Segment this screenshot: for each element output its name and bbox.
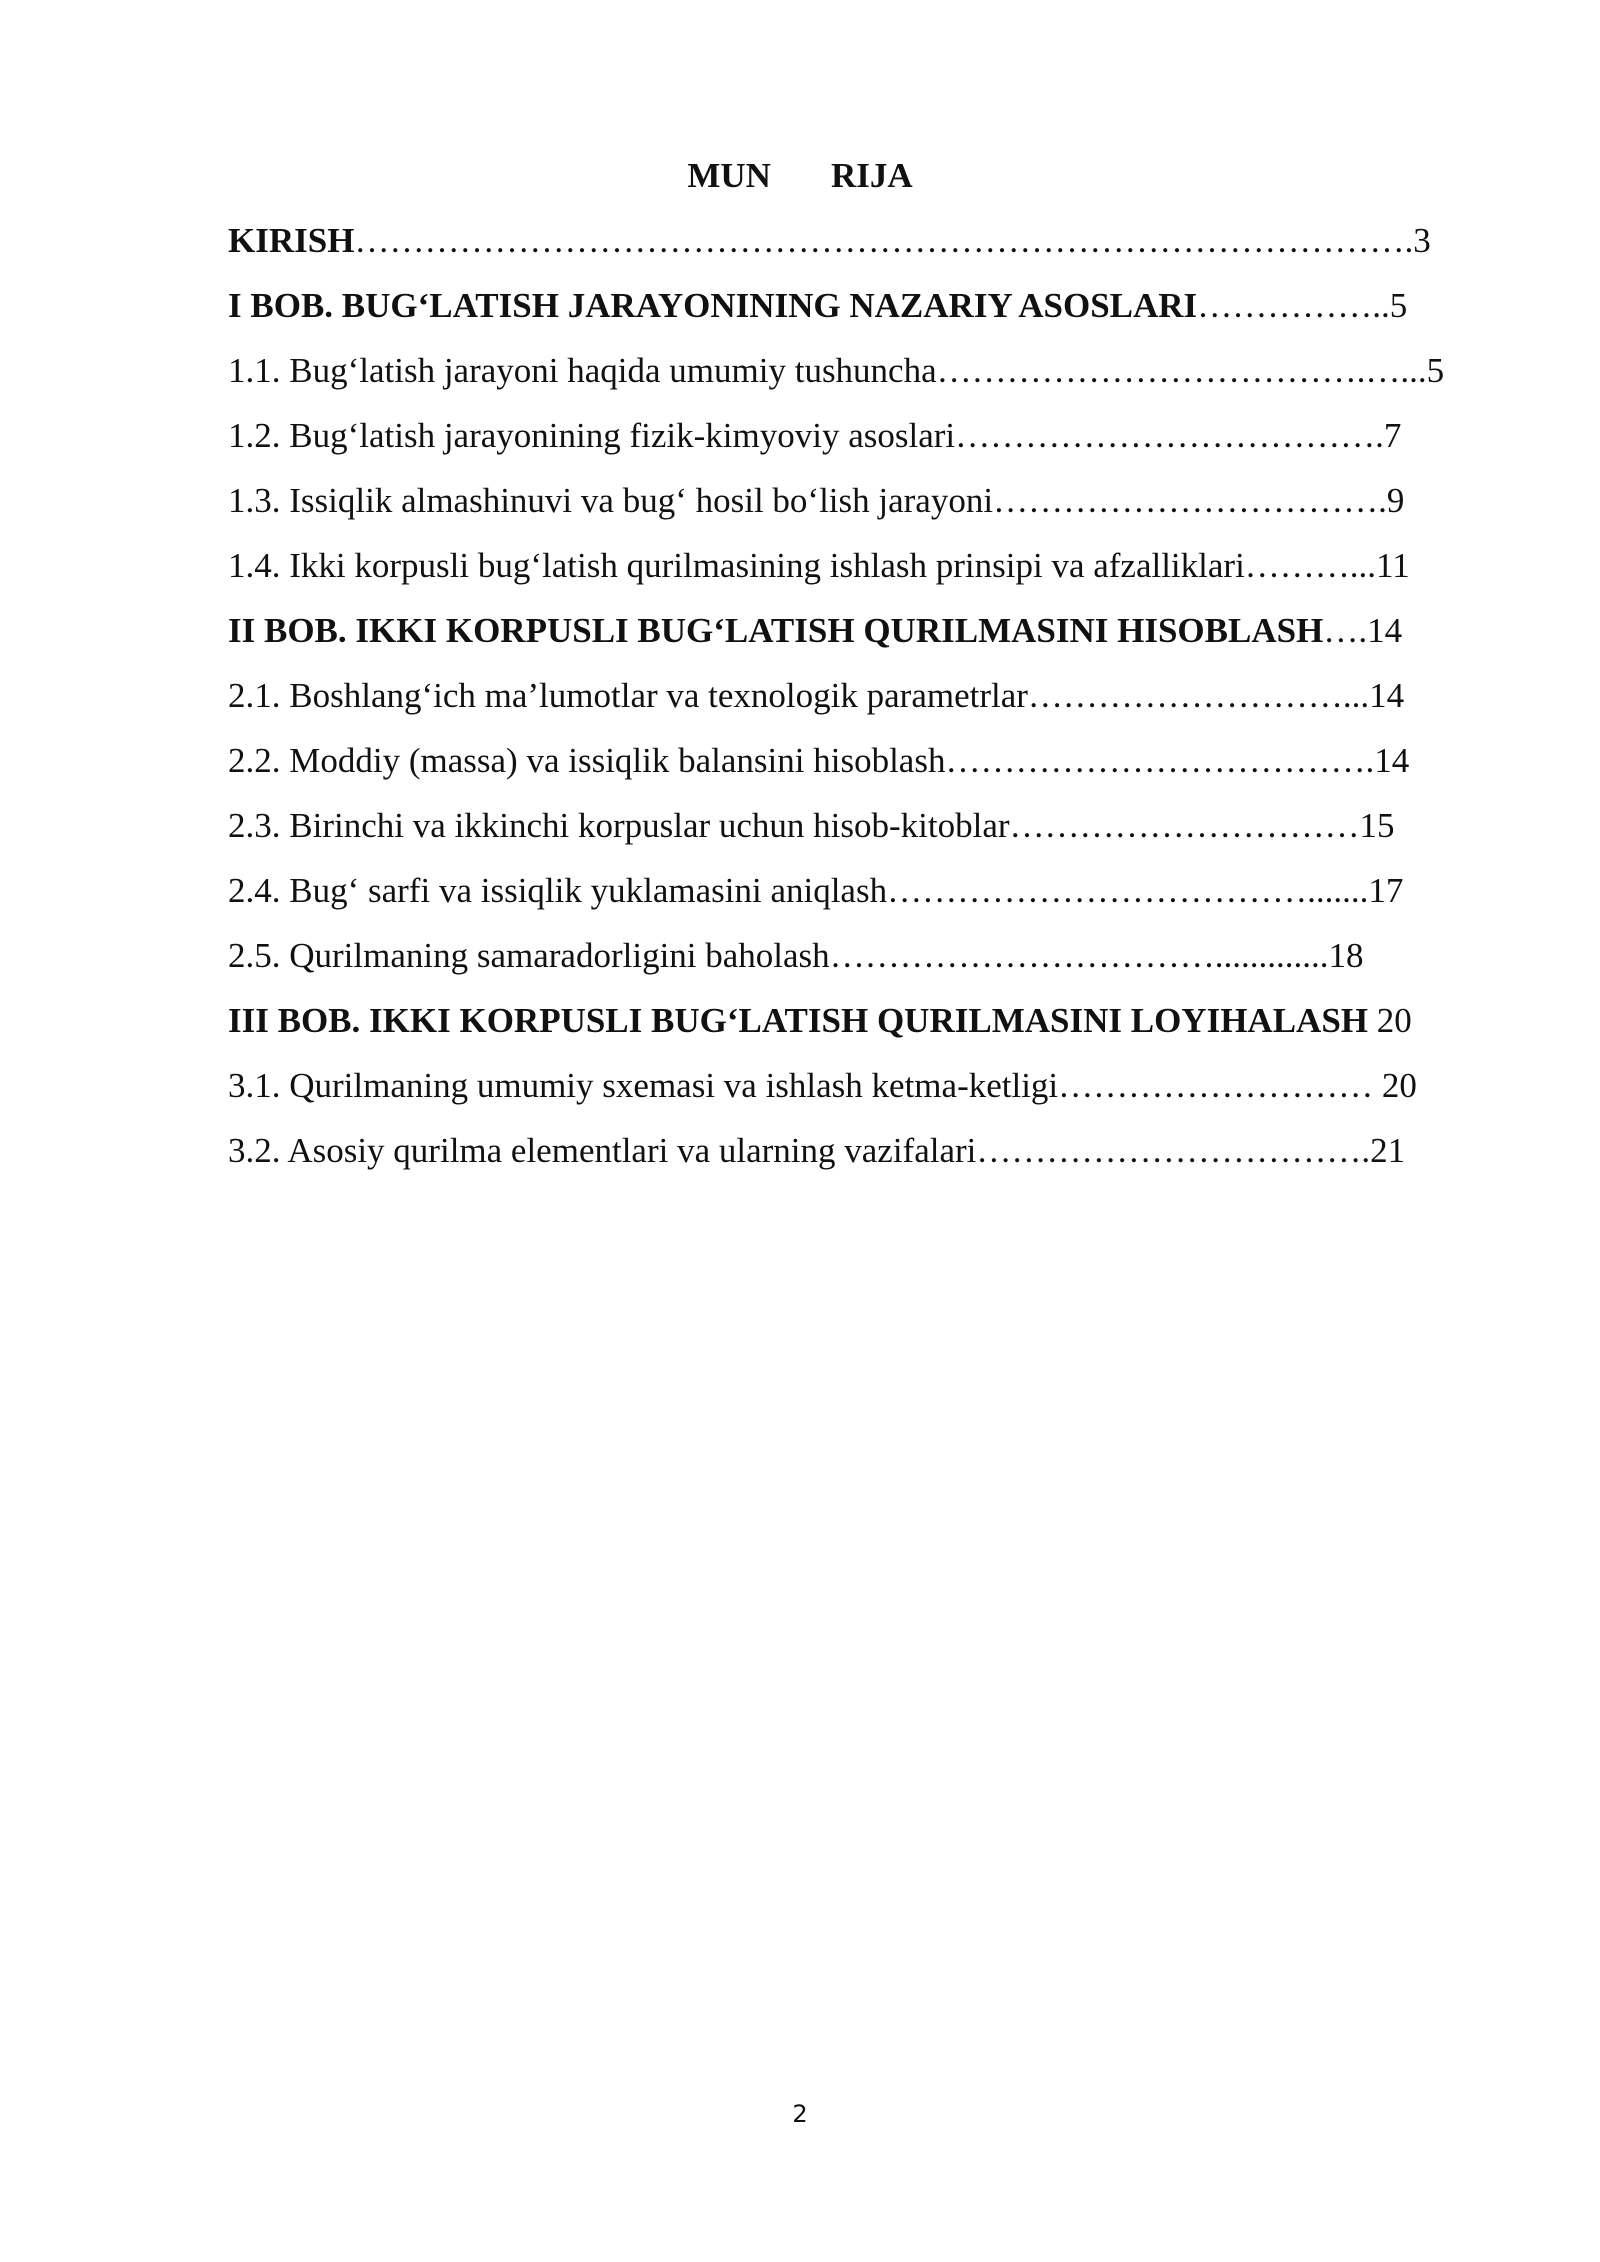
toc-entry-heading: KIRISH — [228, 221, 355, 260]
toc-entry-2-3[interactable] — [228, 793, 1486, 858]
toc-entry-heading: 1.4. Ikki korpusli bug‘latish qurilmasining ishlash prinsipi va afzalliklari — [228, 546, 1245, 585]
toc-entry-2-2[interactable] — [228, 728, 1486, 793]
toc-entry-leader-page: ….14 — [1323, 611, 1403, 650]
toc-entry-kirish[interactable] — [228, 208, 1486, 273]
toc-entry-heading: 2.2. Moddiy (massa) va issiqlik balansini hisoblash — [228, 741, 946, 780]
toc-entry-leader-page: ……………………………….......17 — [887, 871, 1404, 910]
toc-entry-heading: 2.3. Birinchi va ikkinchi korpuslar uchun hisob-kitoblar — [228, 806, 1010, 845]
toc-entry-heading: 3.2. Asosiy qurilma elementlari va ularning vazifalari — [228, 1131, 977, 1170]
toc-title-right: RIJA — [830, 156, 913, 195]
toc-entry-leader-page: …………………………….9 — [993, 481, 1405, 520]
table-of-contents — [228, 208, 1486, 1183]
toc-entry-heading: 1.1. Bug‘latish jarayoni haqida umumiy tushuncha — [228, 351, 937, 390]
toc-entry-leader-page: …………………………….............18 — [829, 936, 1364, 975]
toc-entry-leader-page: ……………………………….7 — [955, 416, 1402, 455]
toc-entry-heading: 2.4. Bug‘ sarfi va issiqlik yuklamasini aniqlash — [228, 871, 888, 910]
toc-entry-heading: II BOB. IKKI KORPUSLI BUG‘LATISH QURILMASINI HISOBLASH — [228, 611, 1324, 650]
toc-entry-1-1[interactable] — [228, 338, 1486, 403]
toc-entry-heading: 2.1. Boshlang‘ich ma’lumotlar va texnologik parametrlar — [228, 676, 1028, 715]
toc-title — [0, 152, 1600, 200]
page-number: 2 — [792, 2100, 808, 2128]
toc-entry-2-1[interactable] — [228, 663, 1486, 728]
toc-entry-2-4[interactable] — [228, 858, 1486, 923]
toc-entry-leader-page: ……………..5 — [1197, 286, 1408, 325]
toc-entry-3-2[interactable] — [228, 1118, 1486, 1183]
toc-entry-leader-page: ……………………… 20 — [1058, 1066, 1417, 1105]
toc-entry-leader-page: 20 — [1368, 1001, 1412, 1040]
toc-entry-heading: III BOB. IKKI KORPUSLI BUG‘LATISH QURILMASINI LOYIHALASH — [228, 1001, 1369, 1040]
toc-entry-heading: I BOB. BUG‘LATISH JARAYONINING NAZARIY ASOSLARI — [228, 286, 1198, 325]
toc-entry-1-4[interactable] — [228, 533, 1486, 598]
toc-entry-leader-page: …………………………15 — [1009, 806, 1395, 845]
toc-entry-1-2[interactable] — [228, 403, 1486, 468]
toc-title-left: MUN — [687, 156, 771, 195]
toc-entry-leader-page: …………………………….21 — [976, 1131, 1406, 1170]
toc-entry-leader-page: ………...11 — [1244, 546, 1410, 585]
toc-entry-2-5[interactable] — [228, 923, 1486, 988]
toc-entry-3-1[interactable] — [228, 1053, 1486, 1118]
toc-entry-leader-page: ……………………………………………………………………………….3 — [354, 221, 1431, 260]
toc-entry-heading: 1.3. Issiqlik almashinuvi va bug‘ hosil bo‘lish jarayoni — [228, 481, 994, 520]
toc-entry-chapter-1[interactable] — [228, 273, 1486, 338]
toc-entry-1-3[interactable] — [228, 468, 1486, 533]
toc-entry-chapter-2[interactable] — [228, 598, 1486, 663]
toc-entry-leader-page: ……………………………….14 — [945, 741, 1410, 780]
toc-entry-leader-page: ………………………...14 — [1027, 676, 1405, 715]
toc-entry-heading: 2.5. Qurilmaning samaradorligini baholash — [228, 936, 830, 975]
toc-entry-leader-page: ……………………………….…...5 — [936, 351, 1445, 390]
toc-entry-heading: 3.1. Qurilmaning umumiy sxemasi va ishlash ketma-ketligi — [228, 1066, 1059, 1105]
toc-entry-chapter-3[interactable] — [228, 988, 1486, 1053]
toc-entry-heading: 1.2. Bug‘latish jarayonining fizik-kimyoviy asoslari — [228, 416, 956, 455]
